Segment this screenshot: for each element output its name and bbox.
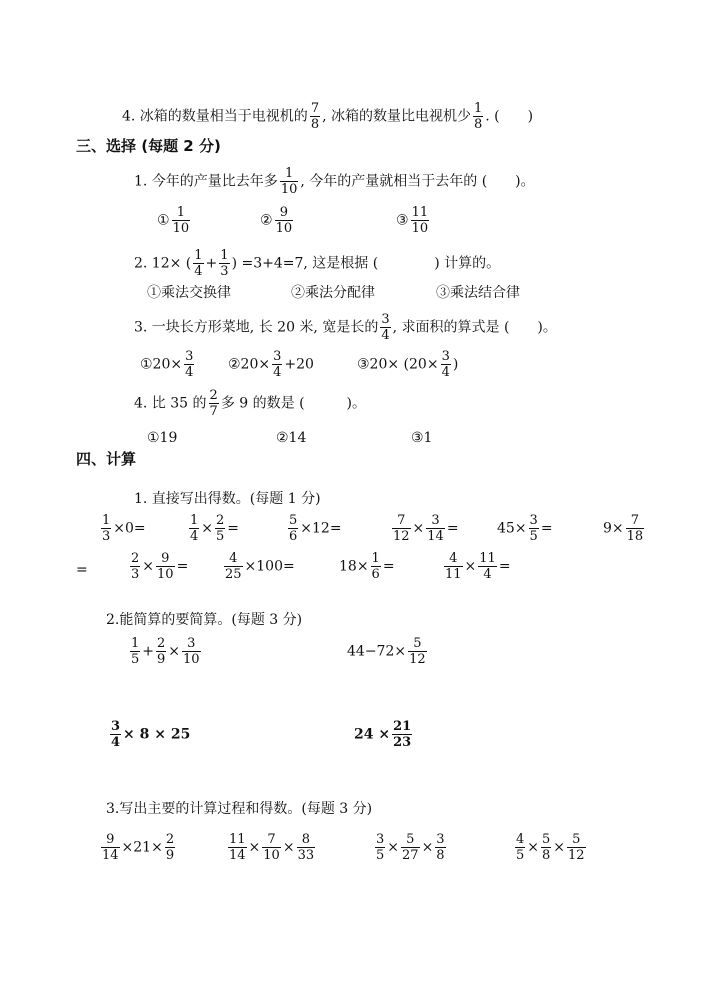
fraction: $\frac{3}{10}$	[183, 636, 200, 667]
part-2-title: 2.能简算的要简算。(每题 3 分)	[106, 612, 303, 628]
fraction: $\frac{1}{8}$	[474, 101, 483, 132]
expr-1-4: $\frac{7}{12}$ × $\frac{3}{14}$ =	[393, 513, 459, 544]
fraction: $\frac{5}{12}$	[409, 636, 426, 667]
question-3-4: 4. 冰箱的数量相当于电视机的 $\frac{7}{8}$ , 冰箱的数量比电视机少 $\frac{1}{8}$ . ( )	[122, 101, 534, 132]
choice-1-option-c: ③ $\frac{11}{10}$	[396, 205, 429, 236]
fraction: $\frac{2}{5}$	[216, 513, 225, 544]
expr-1-8: $\frac{4}{25}$ ×100=	[225, 551, 295, 582]
fraction: $\frac{3}{4}$	[441, 349, 450, 380]
fraction: $\frac{1}{10}$	[280, 166, 298, 197]
choice-4-option-c: ③1	[411, 430, 433, 446]
choice-2-option-b: ②乘法分配律	[291, 285, 375, 301]
fraction: $\frac{1}{3}$	[220, 248, 229, 279]
fraction: $\frac{11}{10}$	[411, 205, 429, 236]
fraction: $\frac{3}{4}$	[381, 312, 390, 343]
fraction: $\frac{9}{10}$	[157, 551, 174, 582]
fraction: $\frac{11}{4}$	[479, 551, 496, 582]
fraction: $\frac{7}{18}$	[626, 513, 644, 544]
fraction: $\frac{11}{14}$	[229, 832, 246, 863]
fraction: $\frac{3}{5}$	[376, 832, 385, 863]
fraction: $\frac{9}{10}$	[275, 205, 293, 236]
expr-3-4: $\frac{4}{5}$ × $\frac{5}{8}$ × $\frac{5}{12}$	[516, 832, 585, 863]
fraction: $\frac{1}{4}$	[194, 248, 203, 279]
fraction: $\frac{1}{4}$	[190, 513, 199, 544]
expr-2-1: $\frac{1}{5}$ + $\frac{2}{9}$ × $\frac{3}{10}$	[131, 636, 200, 667]
fraction: $\frac{1}{5}$	[131, 636, 140, 667]
fraction: $\frac{4}{25}$	[225, 551, 242, 582]
expr-1-3: $\frac{5}{6}$ ×12=	[289, 513, 342, 544]
choice-4-option-a: ①19	[147, 430, 178, 446]
fraction: $\frac{3}{4}$	[111, 719, 121, 750]
fraction: $\frac{5}{6}$	[289, 513, 298, 544]
choice-3-option-c: ③20× (20× $\frac{3}{4}$ )	[357, 349, 459, 380]
section-4-title: 四、计算	[76, 450, 137, 468]
part-3-title: 3.写出主要的计算过程和得数。(每题 3 分)	[106, 801, 373, 817]
fraction: $\frac{21}{23}$	[393, 719, 412, 750]
fraction: $\frac{3}{5}$	[529, 513, 538, 544]
fraction: $\frac{3}{14}$	[427, 513, 444, 544]
choice-1-option-b: ② $\frac{9}{10}$	[260, 205, 293, 236]
choice-2-question: 2. 12× ( $\frac{1}{4}$ + $\frac{1}{3}$ ) =3+4=7, 这是根据 ( ) 计算的。	[134, 248, 501, 279]
fraction: $\frac{2}{9}$	[157, 636, 166, 667]
section-3-title: 三、选择 (每题 2 分)	[76, 137, 221, 155]
expr-2-4: 24 × $\frac{21}{23}$	[354, 719, 412, 750]
fraction: $\frac{3}{4}$	[273, 349, 282, 380]
choice-2-option-c: ③乘法结合律	[436, 285, 520, 301]
fraction: $\frac{1}{3}$	[102, 513, 111, 544]
fraction: $\frac{2}{9}$	[165, 832, 175, 863]
expr-1-7: $\frac{2}{3}$ × $\frac{9}{10}$ =	[131, 551, 189, 582]
fraction: $\frac{3}{8}$	[436, 832, 445, 863]
expr-1-2: $\frac{1}{4}$ × $\frac{2}{5}$ =	[190, 513, 240, 544]
choice-1-question: 1. 今年的产量比去年多 $\frac{1}{10}$ , 今年的产量就相当于去年的 ( )。	[134, 166, 535, 197]
expr-1-1: $\frac{1}{3}$ ×0=	[102, 513, 146, 544]
expr-3-3: $\frac{3}{5}$ × $\frac{5}{27}$ × $\frac{3}{8}$	[376, 832, 445, 863]
fraction: $\frac{7}{10}$	[263, 832, 280, 863]
choice-4-option-b: ②14	[276, 430, 307, 446]
fraction: $\frac{1}{10}$	[172, 205, 190, 236]
fraction: $\frac{9}{14}$	[102, 832, 119, 863]
fraction: $\frac{5}{8}$	[542, 832, 551, 863]
fraction: $\frac{7}{12}$	[393, 513, 410, 544]
expr-2-3: $\frac{3}{4}$ × 8 × 25	[111, 719, 191, 750]
fraction: $\frac{3}{4}$	[185, 349, 194, 380]
fraction: $\frac{8}{33}$	[297, 832, 315, 863]
fraction: $\frac{2}{7}$	[209, 388, 218, 419]
expr-1-10: $\frac{4}{11}$ × $\frac{11}{4}$ =	[445, 551, 511, 582]
fraction: $\frac{5}{12}$	[568, 832, 585, 863]
expr-1-6: 9× $\frac{7}{18}$	[603, 513, 644, 544]
fraction: $\frac{5}{27}$	[402, 832, 419, 863]
expr-1-5: 45× $\frac{3}{5}$ =	[497, 513, 553, 544]
expr-1-6-equals: =	[76, 562, 88, 578]
expr-2-2: 44−72× $\frac{5}{12}$	[347, 636, 426, 667]
choice-3-option-a: ①20× $\frac{3}{4}$	[140, 349, 194, 380]
fraction: $\frac{2}{3}$	[131, 551, 140, 582]
expr-3-1: $\frac{9}{14}$ ×21× $\frac{2}{9}$	[102, 832, 175, 863]
expr-3-2: $\frac{11}{14}$ × $\frac{7}{10}$ × $\frac{8}{33}$	[229, 832, 315, 863]
expr-1-9: 18× $\frac{1}{6}$ =	[339, 551, 395, 582]
fraction: $\frac{1}{6}$	[371, 551, 380, 582]
choice-3-option-b: ②20× $\frac{3}{4}$ +20	[228, 349, 314, 380]
choice-2-option-a: ①乘法交换律	[147, 285, 231, 301]
fraction: $\frac{7}{8}$	[310, 101, 320, 132]
choice-1-option-a: ① $\frac{1}{10}$	[157, 205, 190, 236]
part-1-title: 1. 直接写出得数。(每题 1 分)	[134, 491, 321, 507]
choice-3-question: 3. 一块长方形菜地, 长 20 米, 宽是长的 $\frac{3}{4}$ , 求面积的算式是 ( )。	[134, 312, 557, 343]
fraction: $\frac{4}{11}$	[445, 551, 462, 582]
fraction: $\frac{4}{5}$	[516, 832, 525, 863]
choice-4-question: 4. 比 35 的 $\frac{2}{7}$ 多 9 的数是 ( )。	[134, 388, 366, 419]
